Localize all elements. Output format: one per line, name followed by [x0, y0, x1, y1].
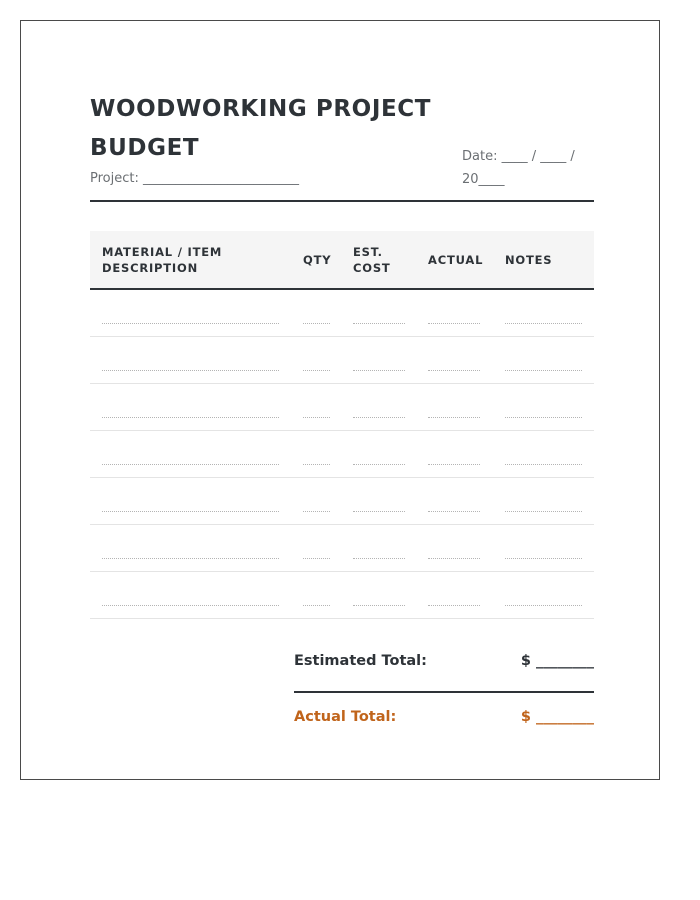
table-row	[90, 478, 594, 525]
table-header	[90, 231, 594, 290]
est-cost-cell[interactable]	[353, 464, 405, 465]
actual-total-row	[294, 693, 594, 737]
description-cell[interactable]	[102, 464, 279, 465]
qty-cell[interactable]	[303, 511, 330, 512]
description-cell[interactable]	[102, 370, 279, 371]
estimated-total-label: Estimated Total:	[294, 653, 427, 669]
actual-cell[interactable]	[428, 511, 480, 512]
description-cell[interactable]	[102, 605, 279, 606]
column-header-est-cost: EST. COST	[353, 244, 391, 275]
description-cell[interactable]	[102, 511, 279, 512]
column-header-actual: ACTUAL	[428, 252, 484, 267]
column-header-description: MATERIAL / ITEM DESCRIPTION	[102, 244, 223, 275]
date-field[interactable]: Date: ____ / ____ / 20____	[462, 149, 575, 187]
qty-cell[interactable]	[303, 605, 330, 606]
notes-cell[interactable]	[505, 370, 582, 371]
description-cell[interactable]	[102, 417, 279, 418]
est-cost-cell[interactable]	[353, 511, 405, 512]
notes-cell[interactable]	[505, 464, 582, 465]
notes-cell[interactable]	[505, 511, 582, 512]
est-cost-cell[interactable]	[353, 323, 405, 324]
table-row	[90, 431, 594, 478]
table-row	[90, 290, 594, 337]
column-header-qty: QTY	[303, 252, 332, 267]
notes-cell[interactable]	[505, 605, 582, 606]
actual-cell[interactable]	[428, 605, 480, 606]
table-row	[90, 337, 594, 384]
actual-cell[interactable]	[428, 370, 480, 371]
table-row	[90, 384, 594, 431]
actual-cell[interactable]	[428, 558, 480, 559]
description-cell[interactable]	[102, 558, 279, 559]
qty-cell[interactable]	[303, 370, 330, 371]
actual-total-label: Actual Total:	[294, 709, 397, 725]
est-cost-cell[interactable]	[353, 417, 405, 418]
notes-cell[interactable]	[505, 417, 582, 418]
table-row	[90, 572, 594, 619]
estimated-total-field[interactable]: $ ________	[520, 653, 594, 669]
notes-cell[interactable]	[505, 558, 582, 559]
qty-cell[interactable]	[303, 417, 330, 418]
actual-cell[interactable]	[428, 464, 480, 465]
header-divider	[90, 200, 594, 202]
actual-cell[interactable]	[428, 417, 480, 418]
table-row	[90, 525, 594, 572]
estimated-total-row	[294, 641, 594, 685]
description-cell[interactable]	[102, 323, 279, 324]
actual-total-field[interactable]: $ ________	[520, 709, 594, 725]
notes-cell[interactable]	[505, 323, 582, 324]
column-header-notes: NOTES	[505, 252, 553, 267]
est-cost-cell[interactable]	[353, 605, 405, 606]
document-title: WOODWORKING PROJECT BUDGET	[90, 96, 432, 161]
actual-cell[interactable]	[428, 323, 480, 324]
qty-cell[interactable]	[303, 323, 330, 324]
est-cost-cell[interactable]	[353, 370, 405, 371]
qty-cell[interactable]	[303, 558, 330, 559]
budget-table	[90, 231, 594, 619]
project-field[interactable]: Project: ________________________	[90, 171, 299, 186]
qty-cell[interactable]	[303, 464, 330, 465]
totals-section	[294, 641, 594, 737]
est-cost-cell[interactable]	[353, 558, 405, 559]
budget-sheet	[20, 20, 660, 780]
